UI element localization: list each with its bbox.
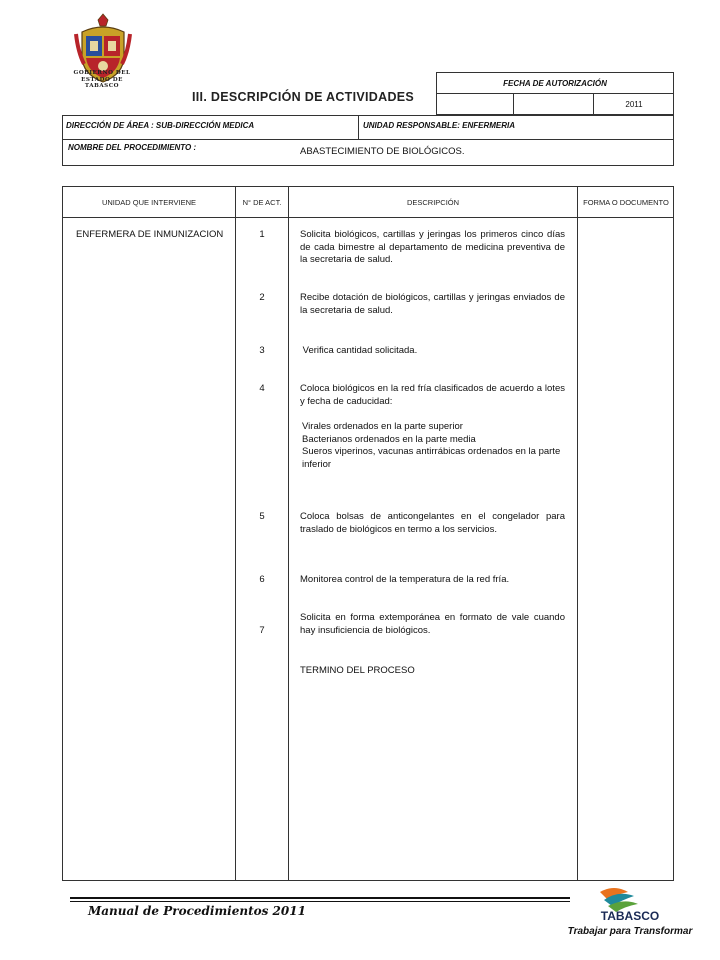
area-row [62, 115, 674, 140]
step-description: Monitorea control de la temperatura de la red fría. [300, 574, 510, 585]
step-subitem: Bacterianos ordenados en la parte media [302, 433, 476, 445]
step-description: Recibe dotación de biológicos, cartillas y jeringas enviados de la secretaria de salud. [300, 292, 565, 316]
procedure-row [62, 140, 674, 166]
procedure-name: ABASTECIMIENTO DE BIOLÓGICOS. [300, 146, 465, 157]
activities-table [62, 186, 674, 881]
step-description: Coloca biológicos en la red fría clasificados de acuerdo a lotes y fecha de caducidad: [300, 383, 565, 407]
step-subitem: Virales ordenados en la parte superior [302, 421, 463, 432]
header-divider [63, 217, 673, 218]
step-description: Solicita biológicos, cartillas y jeringas los primeros cinco días de cada bimestre al departamento de medicina preventiva de la secretaria de salud. [300, 229, 565, 266]
responsible-unit: UNIDAD RESPONSABLE: ENFERMERIA [363, 121, 516, 130]
step-number: 6 [259, 574, 265, 585]
column-header-description: DESCRIPCIÓN [406, 197, 460, 207]
column-header-num: N° DE ACT. [242, 197, 282, 207]
step-number: 4 [259, 383, 265, 394]
column-header-form: FORMA O DOCUMENTO [583, 197, 669, 207]
step-number: 3 [259, 345, 265, 356]
column-divider [235, 187, 236, 880]
intervening-unit: ENFERMERA DE INMUNIZACION [76, 229, 224, 240]
authorization-label: FECHA DE AUTORIZACIÓN [437, 73, 673, 94]
step-subitem: Sueros viperinos, vacunas antirrábicas ordenados en la parte inferior [302, 446, 561, 470]
step-sublist [300, 421, 565, 471]
column-header-unit: UNIDAD QUE INTERVIENE [101, 197, 197, 207]
authorization-box [436, 72, 674, 115]
manual-title: Manual de Procedimientos 2011 [88, 904, 306, 918]
page-title: III. DESCRIPCIÓN DE ACTIVIDADES [192, 90, 415, 104]
step-number: 5 [259, 511, 265, 522]
government-name: GOBIERNO DEL ESTADO DE TABASCO [73, 70, 131, 90]
logo-word: TABASCO [600, 909, 660, 923]
authorization-day [437, 94, 514, 115]
authorization-month [514, 94, 594, 115]
step-number: 1 [259, 229, 265, 240]
tabasco-logo-icon [567, 884, 693, 940]
step-number: 2 [259, 292, 265, 303]
step-description: Verifica cantidad solicitada. [300, 345, 418, 356]
footer-rule [70, 901, 570, 902]
logo-slogan: Trabajar para Transformar [567, 926, 693, 937]
step-description: Solicita en forma extemporánea en formato de vale cuando hay insuficiencia de biológicos. [300, 612, 565, 636]
step-number: 7 [259, 625, 265, 636]
area-direction: DIRECCIÓN DE ÁREA : SUB-DIRECCIÓN MEDICA [63, 116, 359, 139]
footer-rule [70, 897, 570, 899]
end-of-process: TERMINO DEL PROCESO [300, 665, 415, 676]
procedure-label: NOMBRE DEL PROCEDIMIENTO : [68, 143, 197, 152]
column-divider [577, 187, 578, 880]
column-divider [288, 187, 289, 880]
authorization-year: 2011 [625, 100, 643, 109]
step-description: Coloca bolsas de anticongelantes en el congelador para traslado de biológicos en termo a los servicios. [300, 511, 565, 535]
